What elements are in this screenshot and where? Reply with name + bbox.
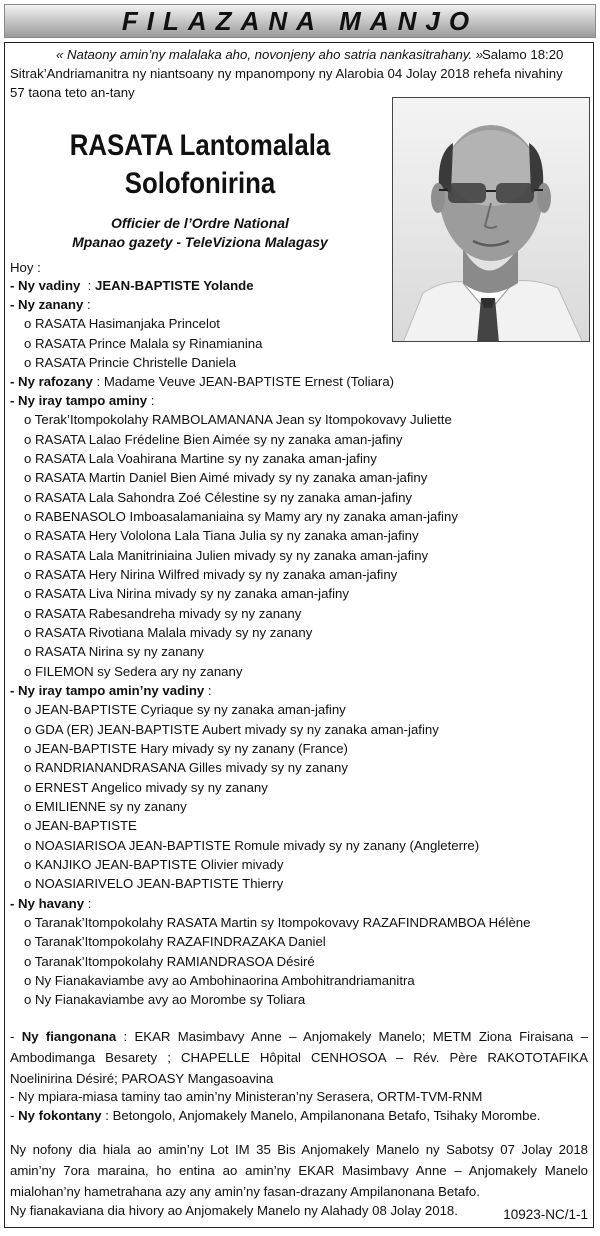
list-item: o JEAN-BAPTISTE	[24, 816, 137, 836]
havany-label: - Ny havany	[10, 896, 85, 911]
iray-tampo-label: - Ny iray tampo aminy	[10, 393, 148, 408]
notice-reference: 10923-NC/1-1	[503, 1207, 588, 1222]
bible-reference: Salamo 18:20	[482, 47, 564, 62]
list-item: o RASATA Martin Daniel Bien Aimé mivady sy ny zanaka aman-jafiny	[24, 468, 427, 488]
list-item: o JEAN-BAPTISTE Cyriaque sy ny zanaka aman-jafiny	[24, 700, 346, 720]
deceased-name-line-2: Solofonirina	[124, 167, 276, 200]
deceased-title-1: Officier de l’Ordre National	[111, 215, 289, 231]
havany-heading: - Ny havany :	[10, 896, 92, 911]
list-item: o RASATA Hasimanjaka Princelot	[24, 314, 220, 334]
intro-line-1: Sitrak’Andriamanitra ny niantsoany ny mpanompony ny Alarobia 04 Jolay 2018 rehefa nivahiny	[10, 66, 563, 81]
list-item: o FILEMON sy Sedera ary ny zanany	[24, 662, 242, 682]
list-item: o Taranak’Itompokolahy RAZAFINDRAZAKA Daniel	[24, 932, 326, 952]
zanany-label: - Ny zanany	[10, 297, 84, 312]
list-item: o KANJIKO JEAN-BAPTISTE Olivier mivady	[24, 855, 283, 875]
rafozany-value: Madame Veuve JEAN-BAPTISTE Ernest (Toliara)	[103, 374, 395, 389]
list-item: o RASATA Nirina sy ny zanany	[24, 642, 204, 662]
list-item: o RASATA Hery Nirina Wilfred mivady sy ny zanaka aman-jafiny	[24, 565, 397, 585]
vadiny-value: JEAN-BAPTISTE Yolande	[95, 278, 254, 293]
portrait-image	[393, 98, 590, 342]
hoy-label: Hoy :	[10, 260, 41, 275]
list-item: o RASATA Rivotiana Malala mivady sy ny zanany	[24, 623, 312, 643]
vadiny-row: - Ny vadiny : JEAN-BAPTISTE Yolande	[10, 278, 254, 293]
list-item: o GDA (ER) JEAN-BAPTISTE Aubert mivady sy ny zanaka aman-jafiny	[24, 720, 439, 740]
fiangonana-value: EKAR Masimbavy Anne – Anjomakely Manelo; METM Ziona Firaisana – Ambodimanga Besarety ; CHAPELLE Hôpital CENHOSOA – Rév. Père RAKOTOTAFIKA Noelinirina Désiré; PAROASY Mangasoavina	[10, 1029, 588, 1086]
iray-tampo-heading: - Ny iray tampo aminy :	[10, 393, 155, 408]
list-item: o EMILIENNE sy ny zanany	[24, 797, 187, 817]
list-item: o RASATA Lalao Frédeline Bien Aimée sy ny zanaka aman-jafiny	[24, 430, 402, 450]
list-item: o RASATA Princie Christelle Daniela	[24, 353, 236, 373]
rafozany-row: - Ny rafozany : Madame Veuve JEAN-BAPTISTE Ernest (Toliara)	[10, 374, 395, 389]
list-item: o JEAN-BAPTISTE Hary mivady sy ny zanany (France)	[24, 739, 348, 759]
list-item: o RASATA Lala Voahirana Martine sy ny zanaka aman-jafiny	[24, 449, 377, 469]
list-item: o RASATA Lala Sahondra Zoé Célestine sy ny zanaka aman-jafiny	[24, 488, 412, 508]
fiangonana-paragraph: - Ny fiangonana : EKAR Masimbavy Anne – Anjomakely Manelo; METM Ziona Firaisana – Ambodimanga Besarety ; CHAPELLE Hôpital CENHOSOA – Rév. Père RAKOTOTAFIKA Noelinirina Désiré; PAROASY Mangasoavina	[10, 1029, 588, 1086]
iray-tampo-vadiny-label: - Ny iray tampo amin’ny vadiny	[10, 683, 205, 698]
iray-tampo-vadiny-heading: - Ny iray tampo amin’ny vadiny :	[10, 683, 212, 698]
intro-line-2: 57 taona teto an-tany	[10, 85, 135, 100]
fokontany-label: Ny fokontany	[18, 1108, 102, 1123]
portrait-photo	[392, 97, 590, 342]
list-item: o Ny Fianakaviambe avy ao Ambohinaorina Ambohitrandriamanitra	[24, 971, 415, 991]
funeral-paragraph: Ny nofony dia hiala ao amin’ny Lot IM 35 Bis Anjomakely Manelo ny Sabotsy 07 Jolay 2018 amin’ny 7ora maraina, ho entina ao amin’ny EKAR Masimbavy Anne – Anjomakely Manelo mialohan’ny hametrahana azy any amin’ny fasan-drazany Ampilanonana Betafo.	[10, 1142, 588, 1199]
notice-banner	[4, 4, 596, 38]
list-item: o Taranak’Itompokolahy RAMIANDRASOA Désiré	[24, 952, 315, 972]
vadiny-label: - Ny vadiny	[10, 278, 81, 293]
list-item: o NOASIARIVELO JEAN-BAPTISTE Thierry	[24, 874, 283, 894]
bible-quote: « Nataony amin’ny malalaka aho, novonjeny aho satria nankasitrahany. »	[56, 47, 484, 62]
rafozany-label: - Ny rafozany	[10, 374, 93, 389]
list-item: o ERNEST Angelico mivady sy ny zanany	[24, 778, 268, 798]
list-item: o Ny Fianakaviambe avy ao Morombe sy Toliara	[24, 990, 305, 1010]
fokontany-value: Betongolo, Anjomakely Manelo, Ampilanonana Betafo, Tsihaky Morombe.	[112, 1108, 541, 1123]
list-item: o RASATA Lala Manitriniaina Julien mivady sy ny zanaka aman-jafiny	[24, 546, 428, 566]
deceased-name-line-1: RASATA Lantomalala	[69, 129, 331, 162]
mpiara-miasa-line: - Ny mpiara-miasa taminy tao amin’ny Ministeran’ny Serasera, ORTM-TVM-RNM	[10, 1089, 483, 1104]
list-item: o RABENASOLO Imboasalamaniaina sy Mamy ary ny zanaka aman-jafiny	[24, 507, 458, 527]
list-item: o RASATA Liva Nirina mivady sy ny zanaka aman-jafiny	[24, 584, 349, 604]
list-item: o Taranak’Itompokolahy RASATA Martin sy Itompokovavy RAZAFINDRAMBOA Hélène	[24, 913, 530, 933]
deceased-title-2: Mpanao gazety - TeleViziona Malagasy	[72, 234, 328, 250]
list-item: o Terak’Itompokolahy RAMBOLAMANANA Jean sy Itompokovavy Juliette	[24, 410, 452, 430]
list-item: o RASATA Prince Malala sy Rinamianina	[24, 334, 262, 354]
list-item: o RASATA Hery Vololona Lala Tiana Julia sy ny zanaka aman-jafiny	[24, 526, 419, 546]
list-item: o NOASIARISOA JEAN-BAPTISTE Romule mivady sy ny zanany (Angleterre)	[24, 836, 479, 856]
fokontany-row: - Ny fokontany : Betongolo, Anjomakely Manelo, Ampilanonana Betafo, Tsihaky Morombe.	[10, 1108, 541, 1123]
zanany-heading: - Ny zanany :	[10, 297, 91, 312]
list-item: o RANDRIANANDRASANA Gilles mivady sy ny zanany	[24, 758, 348, 778]
notice-title: FILAZANA MANJO	[121, 5, 479, 36]
fiangonana-label: Ny fiangonana	[21, 1029, 117, 1044]
list-item: o RASATA Rabesandreha mivady sy ny zanany	[24, 604, 301, 624]
family-gathering-line: Ny fianakaviana dia hivory ao Anjomakely Manelo ny Alahady 08 Jolay 2018.	[10, 1203, 458, 1218]
